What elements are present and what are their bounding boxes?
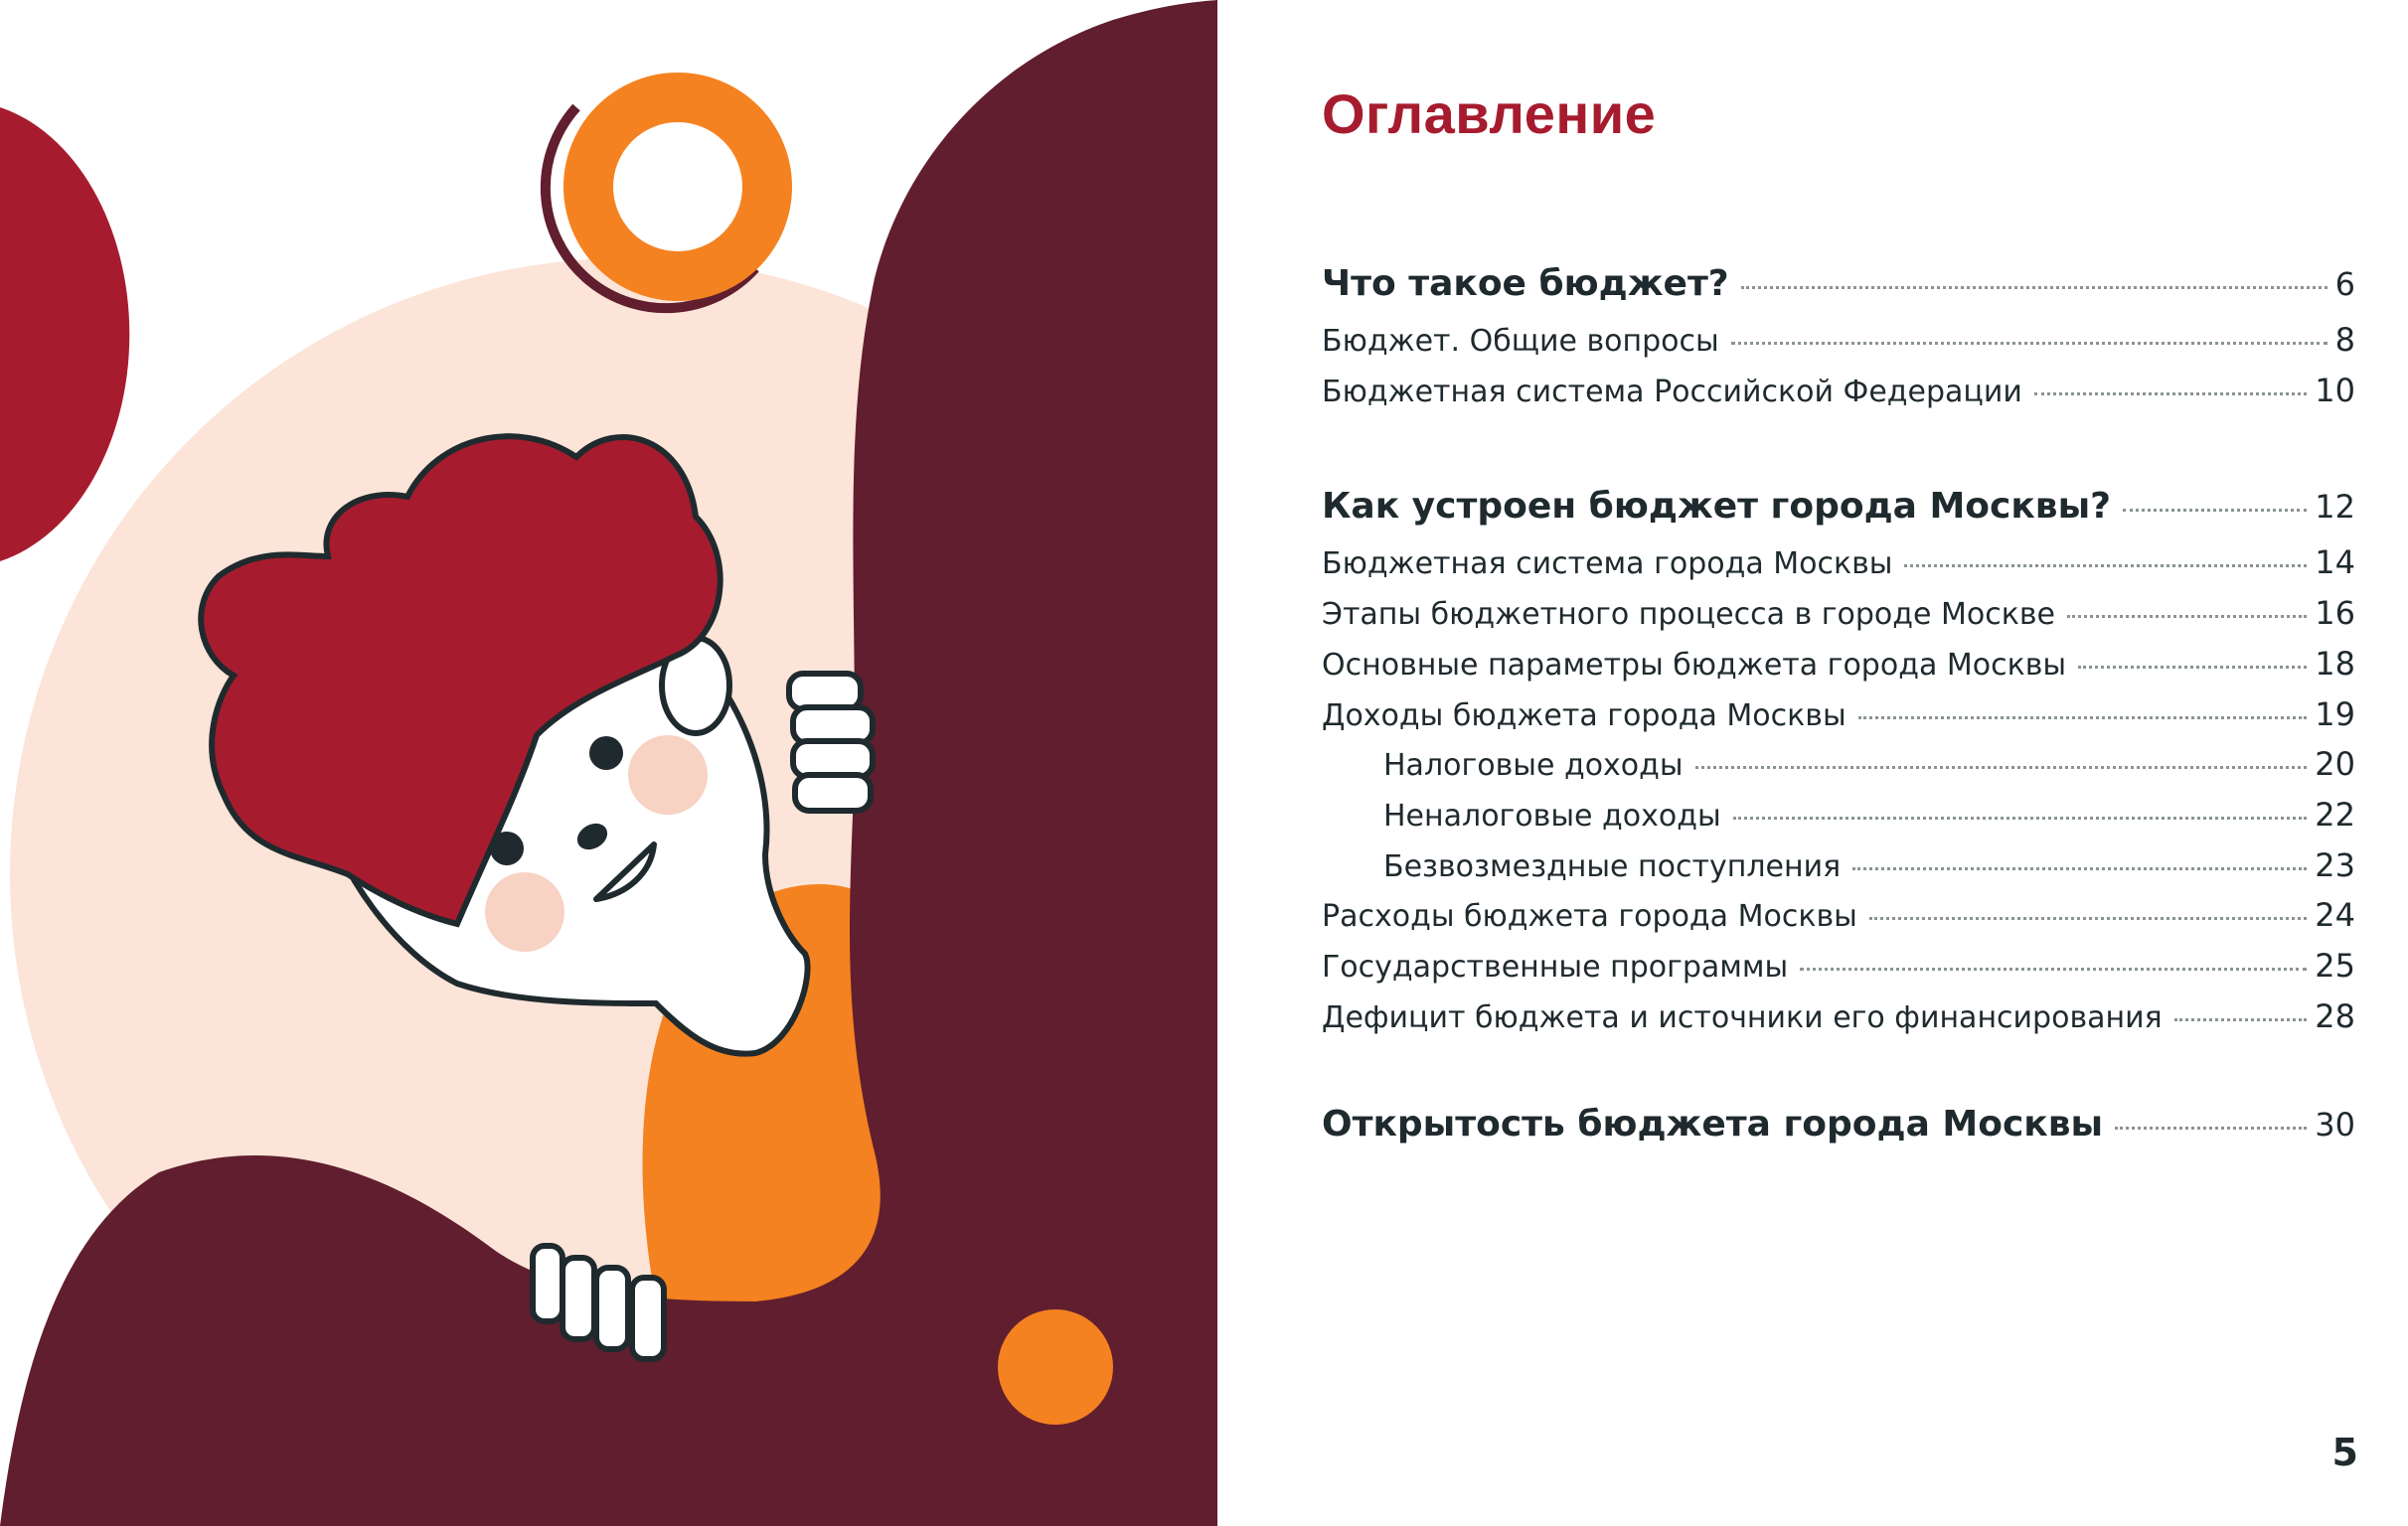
toc-entry[interactable] — [1322, 593, 2355, 635]
dot-leader — [1733, 817, 2308, 820]
dot-leader — [1904, 564, 2307, 567]
right-eye — [589, 736, 623, 770]
dot-leader — [1858, 716, 2308, 719]
toc-entry[interactable] — [1322, 744, 2355, 786]
dot-leader — [1800, 968, 2307, 971]
toc-entry-page: 6 — [2334, 265, 2355, 303]
toc-entry-label: Этапы бюджетного процесса в городе Москве — [1322, 597, 2055, 632]
left-eye — [490, 832, 524, 865]
dot-leader — [2078, 666, 2307, 669]
toc-entry-page: 28 — [2315, 997, 2355, 1035]
left-cheek — [485, 872, 564, 952]
toc-entry[interactable] — [1322, 371, 2355, 412]
dot-leader — [2067, 615, 2307, 618]
toc-entry[interactable] — [1322, 845, 2355, 887]
dot-leader — [1869, 917, 2307, 920]
upper-hand-icon — [789, 674, 873, 811]
dot-leader — [2123, 509, 2307, 512]
toc-entry[interactable] — [1322, 694, 2355, 736]
toc-entry[interactable] — [1322, 262, 2355, 306]
toc-entry-page: 23 — [2315, 846, 2355, 884]
toc-entry-label: Безвозмездные поступления — [1383, 849, 1842, 884]
red-half-circle-icon — [0, 107, 129, 561]
toc-entry[interactable] — [1322, 1103, 2355, 1146]
toc-entry[interactable] — [1322, 542, 2355, 584]
table-of-contents — [1322, 0, 2355, 1526]
toc-entry[interactable] — [1322, 895, 2355, 937]
toc-entry-page: 8 — [2334, 321, 2355, 359]
toc-entry[interactable] — [1322, 644, 2355, 686]
toc-entry-page: 19 — [2315, 695, 2355, 733]
toc-entry-label: Налоговые доходы — [1383, 748, 1684, 783]
toc-entry[interactable] — [1322, 946, 2355, 988]
orange-ring-icon — [546, 97, 767, 308]
orange-dot-icon — [998, 1309, 1113, 1425]
toc-entry-label: Как устроен бюджет города Москвы? — [1322, 486, 2112, 527]
toc-entry[interactable] — [1322, 795, 2355, 837]
page-number: 5 — [2331, 1431, 2358, 1474]
toc-entry-label: Государственные программы — [1322, 950, 1789, 985]
toc-entry-label: Открытость бюджета города Москвы — [1322, 1104, 2104, 1144]
dot-leader — [2174, 1018, 2308, 1021]
toc-entry-page: 24 — [2315, 896, 2355, 934]
toc-entry-label: Основные параметры бюджета города Москвы — [1322, 648, 2067, 683]
toc-entry-label: Неналоговые доходы — [1383, 799, 1721, 834]
toc-entry-label: Расходы бюджета города Москвы — [1322, 899, 1857, 934]
toc-entry-page: 14 — [2315, 543, 2355, 581]
toc-entry-page: 12 — [2315, 488, 2355, 526]
dot-leader — [2034, 392, 2307, 395]
toc-entry-label: Бюджетная система Российской Федерации — [1322, 375, 2022, 409]
dot-leader — [1741, 286, 2328, 289]
toc-entry-label: Бюджет. Общие вопросы — [1322, 324, 1719, 359]
toc-entry-page: 22 — [2315, 796, 2355, 834]
toc-entry-page: 16 — [2315, 594, 2355, 632]
dot-leader — [1695, 766, 2308, 769]
toc-entry[interactable] — [1322, 320, 2355, 362]
toc-entry-label: Бюджетная система города Москвы — [1322, 546, 1893, 581]
toc-entry-label: Что такое бюджет? — [1322, 263, 1729, 304]
right-cheek — [628, 735, 708, 815]
toc-entry[interactable] — [1322, 485, 2355, 529]
toc-entry-label: Дефицит бюджета и источники его финансирования — [1322, 1000, 2163, 1035]
toc-entry[interactable] — [1322, 996, 2355, 1038]
toc-title: Оглавление — [1322, 82, 1657, 145]
toc-entry-page: 20 — [2315, 745, 2355, 783]
toc-entry-page: 30 — [2315, 1106, 2355, 1144]
dot-leader — [2115, 1127, 2307, 1130]
toc-entry-label: Доходы бюджета города Москвы — [1322, 698, 1846, 733]
dot-leader — [1731, 342, 2328, 345]
toc-entry-page: 18 — [2315, 645, 2355, 683]
toc-entry-page: 25 — [2315, 947, 2355, 985]
dot-leader — [1852, 867, 2307, 870]
toc-entry-page: 10 — [2315, 372, 2355, 409]
